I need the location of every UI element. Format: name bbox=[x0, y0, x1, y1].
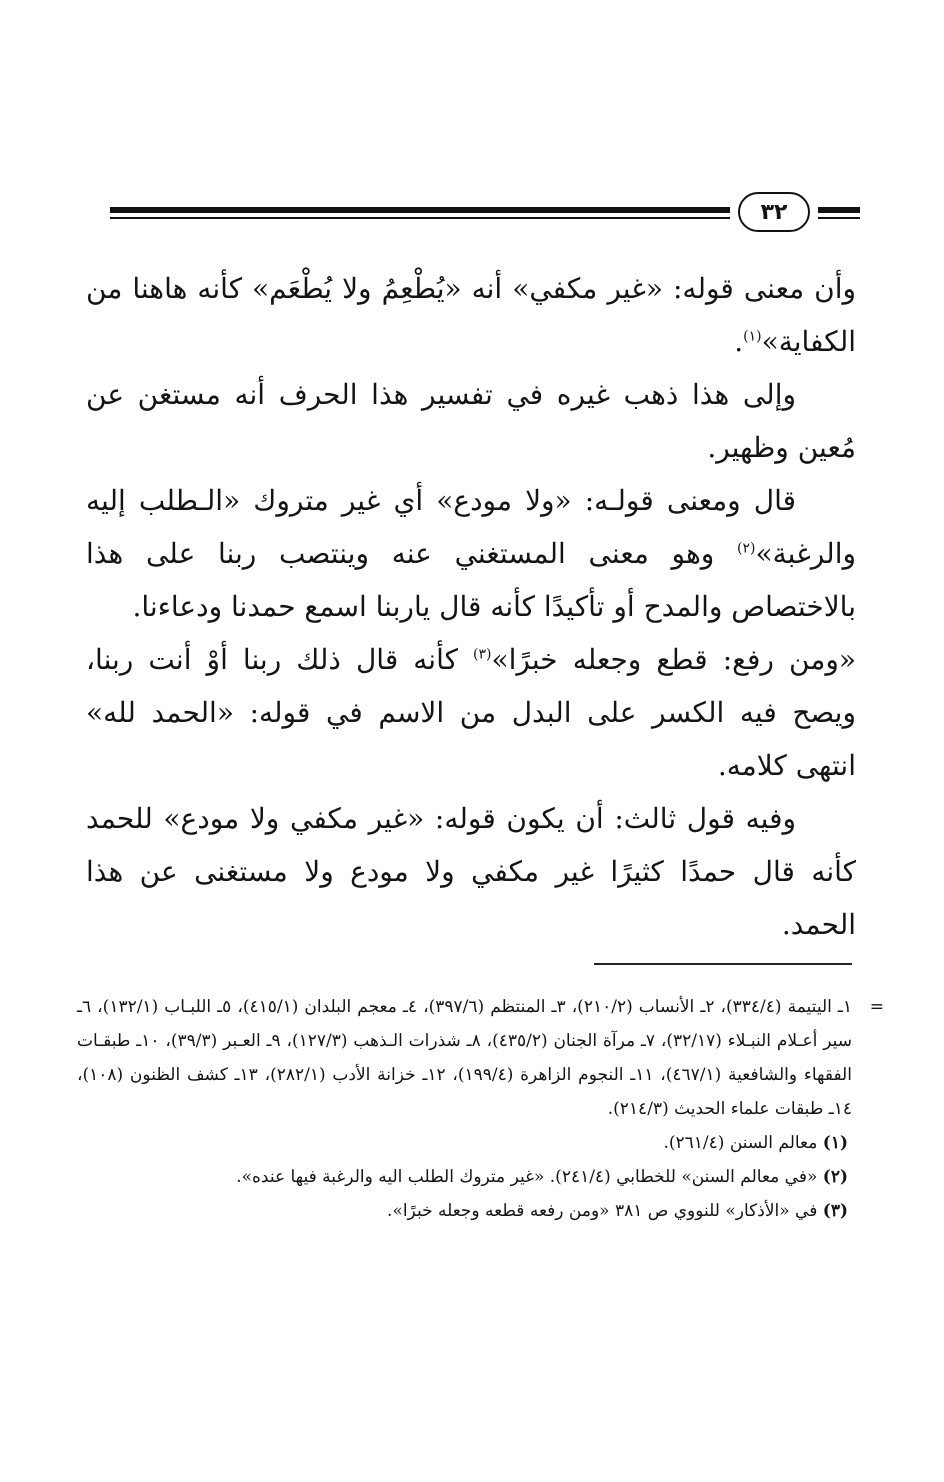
paragraph-2-text: وإلى هذا ذهب غيره في تفسير هذا الحرف أنه مستغن عن مُعين وظهير. bbox=[86, 378, 856, 464]
continuation-marker: = bbox=[869, 997, 884, 1017]
footnote-ref-3: (٣) bbox=[473, 646, 492, 663]
footnote-1-text: معالم السنن (٢٦١/٤). bbox=[663, 1133, 818, 1153]
paragraph-1 bbox=[86, 262, 856, 368]
paragraph-3-text: قال ومعنى قولـه: «ولا مودع» أي غير متروك «الـطلب إليه والرغبة» bbox=[86, 484, 856, 570]
footnote-continuation-text: ١ـ اليتيمة (٣٣٤/٤)، ٢ـ الأنساب (٢١٠/٢)، ٣ـ المنتظم (٣٩٧/٦)، ٤ـ معجم البلدان (٤١٥/١)، ٥ـ اللبـاب (١٣٢/١)، ٦ـ سير أعـلام النبـلاء (٣٢/١٧)، ٧ـ مرآة الجنان (٤٣٥/٢)، ٨ـ شذرات الـذهب (١٢٧/٣)، ٩ـ العـبر (٣٩/٣)، ١٠ـ طبقـات الفقهاء والشافعية (٤٦٧/١)، ١١ـ النجوم الزاهرة (١٩٩/٤)، ١٢ـ خزانة الأدب (٢٨٢/١)، ١٣ـ كشف الظنون (١٠٨)، ١٤ـ طبقات علماء الحديث (٢١٤/٣). bbox=[77, 997, 853, 1119]
footnote-ref-1: (١) bbox=[743, 328, 762, 345]
paragraph-5 bbox=[86, 792, 856, 951]
footnote-3-text: في «الأذكار» للنووي ص ٣٨١ «ومن رفعه قطعه وجعله خبرًا». bbox=[387, 1201, 818, 1221]
paragraph-4-text: «ومن رفع: قطع وجعله خبرًا» bbox=[491, 643, 856, 676]
footnote-2 bbox=[77, 1160, 852, 1194]
header-rule-thin bbox=[110, 217, 730, 219]
footnote-2-text: «في معالم السنن» للخطابي (٢٤١/٤). «غير متروك الطلب اليه والرغبة فيها عنده». bbox=[236, 1167, 818, 1187]
paragraph-1-text: وأن معنى قوله: «غير مكفي» أنه «يُطْعِمُ ولا يُطْعَم» كأنه هاهنا من الكفاية» bbox=[86, 272, 856, 358]
footnote-3-number: (٣) bbox=[822, 1201, 848, 1221]
footnote-1-number: (١) bbox=[822, 1133, 848, 1153]
footnote-2-number: (٢) bbox=[822, 1167, 848, 1187]
paragraph-1-tail: . bbox=[734, 325, 744, 358]
paragraph-5-text: وفيه قول ثالث: أن يكون قوله: «غير مكفي ولا مودع» للحمد كأنه قال حمدًا كثيرًا غير مكفي ولا مودع ولا مستغنى عن هذا الحمد. bbox=[86, 802, 856, 941]
footnote-continuation bbox=[77, 990, 884, 1126]
page-header bbox=[110, 190, 860, 240]
footnote-1 bbox=[77, 1126, 852, 1160]
paragraph-4 bbox=[86, 633, 856, 792]
paragraph-4-tail: كأنه قال ذلك ربنا أوْ أنت ربنا، ويصح فيه الكسر على البدل من الاسم في قوله: «الحمد لله» انتهى كلامه. bbox=[86, 643, 856, 782]
footnote-ref-2: (٢) bbox=[737, 540, 756, 557]
footnotes bbox=[77, 990, 884, 1228]
paragraph-3 bbox=[86, 474, 856, 633]
paragraph-3-tail: وهو معنى المستغني عنه وينتصب ربنا على هذا بالاختصاص والمدح أو تأكيدًا كأنه قال ياربنا اسمع حمدنا ودعاءنا. bbox=[86, 537, 856, 623]
footnote-3 bbox=[77, 1194, 852, 1228]
header-rule-thick bbox=[110, 207, 730, 213]
footnote-separator bbox=[594, 963, 852, 965]
paragraph-2 bbox=[86, 368, 856, 474]
page-number: ٣٢ bbox=[738, 192, 810, 232]
main-text bbox=[86, 262, 856, 951]
header-rule-short-thin bbox=[818, 217, 860, 219]
header-rule-short-thick bbox=[818, 207, 860, 213]
